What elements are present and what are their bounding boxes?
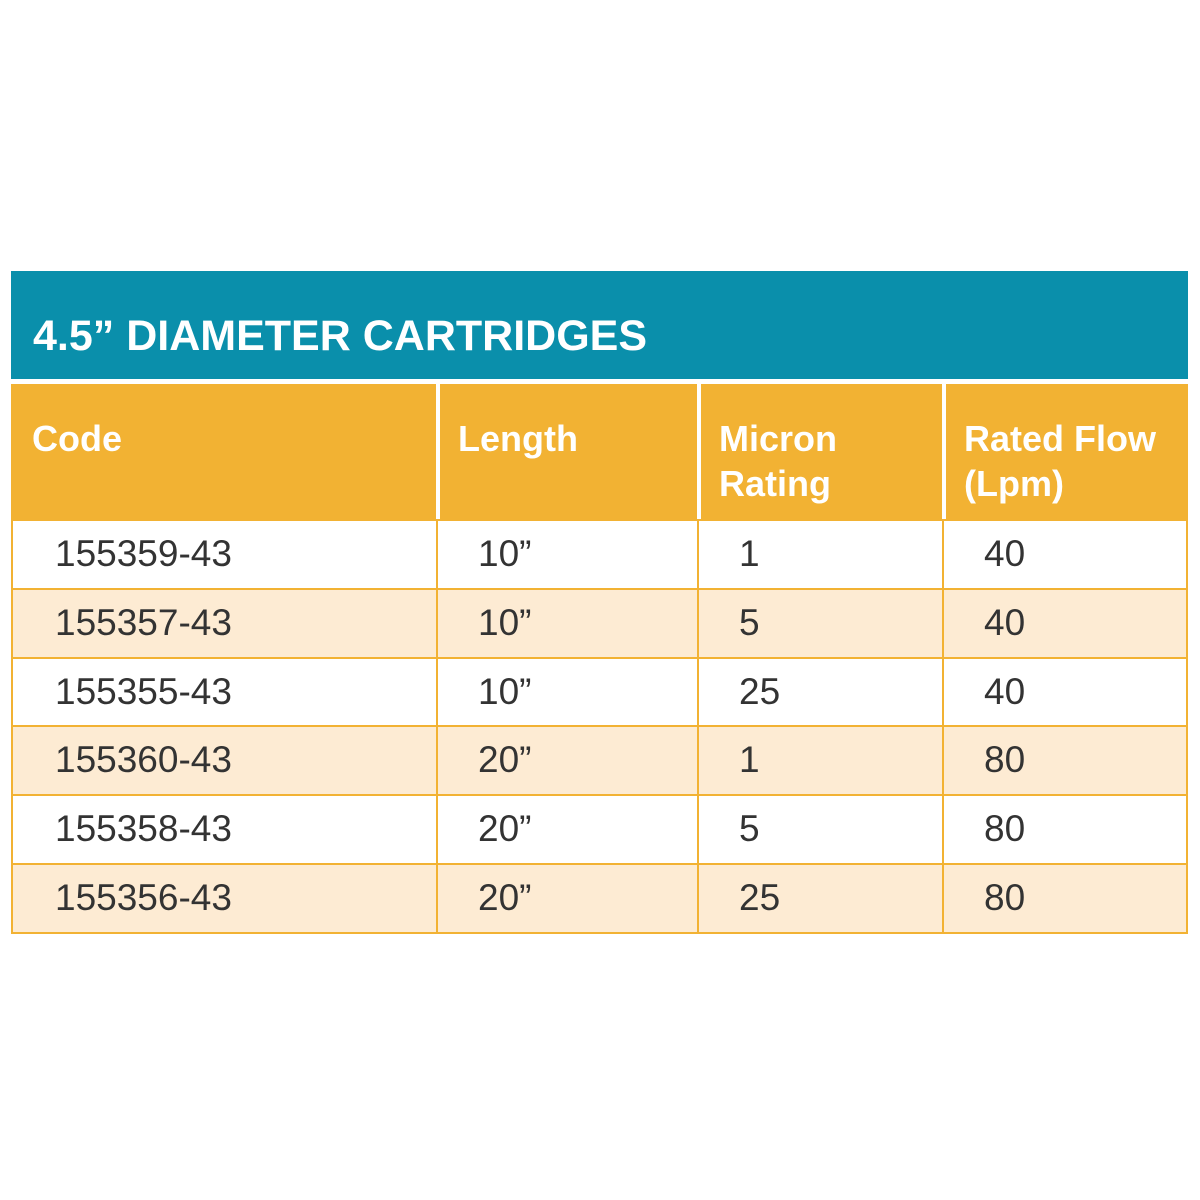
cell-length: 20” [436,865,697,932]
cell-code: 155357-43 [55,601,232,643]
table-row [13,519,1186,588]
cell-micron: 25 [697,865,942,932]
cell-code: 155355-43 [55,670,232,712]
cell-code: 155359-43 [55,533,232,574]
cell-length: 10” [436,521,697,588]
header-micron-line2: Rating [719,463,831,504]
table-title: 4.5” DIAMETER CARTRIDGES [11,271,1188,379]
cell-micron: 25 [697,659,942,726]
table-row [13,657,1186,726]
cell-micron: 1 [697,521,942,588]
cell-flow: 80 [942,796,1186,863]
header-code-label: Code [32,418,122,459]
cell-micron: 1 [697,727,942,794]
table-row [13,863,1186,932]
cell-code: 155356-43 [55,876,232,918]
cell-flow: 40 [942,521,1186,588]
cell-length: 20” [436,796,697,863]
table-header-row [11,384,1188,519]
cell-length: 10” [436,590,697,657]
cell-length: 10” [436,659,697,726]
table-row [13,588,1186,657]
cell-micron: 5 [697,796,942,863]
header-flow-line2: (Lpm) [964,463,1064,504]
cell-micron: 5 [697,590,942,657]
header-rated-flow [942,384,1188,519]
header-code [11,384,436,519]
cell-flow: 40 [942,659,1186,726]
table-row [13,725,1186,794]
header-length [436,384,697,519]
table-row [13,794,1186,863]
cell-code: 155358-43 [55,808,232,850]
header-flow-line1: Rated Flow [964,418,1157,459]
table-body [11,519,1188,934]
header-micron-rating [697,384,942,519]
header-micron-line1: Micron [719,418,838,459]
header-length-label: Length [458,418,578,459]
cell-flow: 80 [942,727,1186,794]
cell-flow: 40 [942,590,1186,657]
cell-length: 20” [436,727,697,794]
cartridge-spec-table [11,271,1188,934]
cell-code: 155360-43 [55,739,232,781]
cell-flow: 80 [942,865,1186,932]
